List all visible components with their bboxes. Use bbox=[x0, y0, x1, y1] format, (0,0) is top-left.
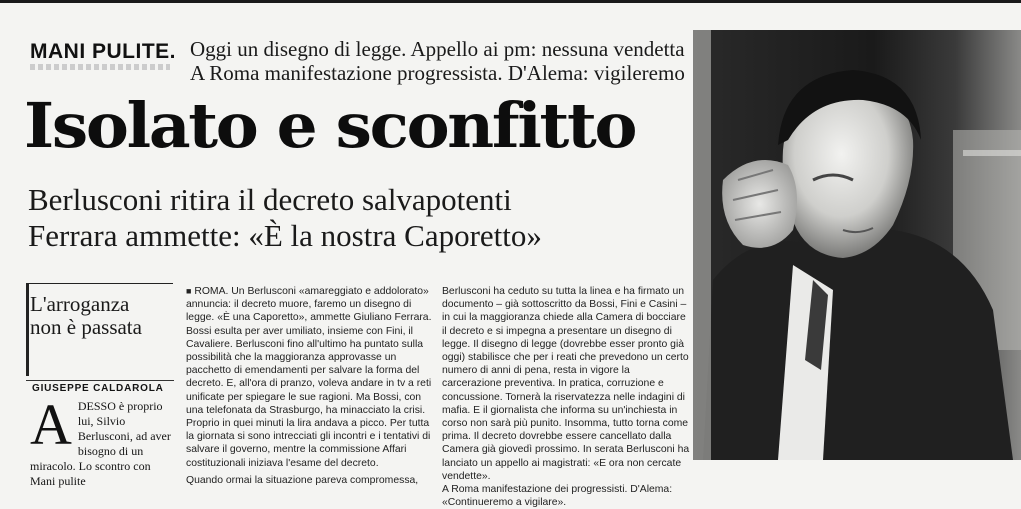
sidebar-title bbox=[30, 293, 142, 339]
dropcap: A bbox=[30, 392, 72, 457]
section-kicker: MANI PULITE. bbox=[30, 40, 176, 63]
news-photo bbox=[693, 30, 1021, 460]
subhead-block bbox=[28, 182, 542, 254]
sidebar-body-text: DESSO è proprio lui, Silvio Berlusconi, ad aver bisogno di un miracolo. Lo scontro con Mani pulite bbox=[30, 399, 171, 488]
article-paragraph-text: ROMA. Un Berlusconi «amareggiato e addolorato» annuncia: il decreto muore, faremo un disegno di legge. «È una Caporetto», ammette Giuliano Ferrara. Bossi esulta per aver umiliato, insieme con Fini, il Cavaliere. Berlusconi fino all'ultimo ha puntato sulla possibilità che la maggioranza approvasse un pacchetto di emendamenti per salvare la forma del decreto. E, all'ora di pranzo, voleva andare in tv a reti unificate per spiegare le sue ragioni. Ma Bossi, con una telefonata da Strasburgo, ha minacciato la crisi. Proprio in quei minuti la lira andava a picco. Per tutta la giornata si sono intrecciati gli incontri e i tentativi di salvare il governo, mentre la commissione Affari costituzionali iniziava l'esame del decreto. bbox=[186, 286, 432, 469]
summary-block bbox=[190, 37, 685, 85]
sidebar-body bbox=[30, 392, 172, 488]
sidebar-title-line-2: non è passata bbox=[30, 315, 142, 339]
top-rule bbox=[0, 0, 1021, 3]
photo-portrait-graphic bbox=[693, 30, 1021, 460]
headline: Isolato e sconfitto bbox=[24, 89, 636, 162]
article-paragraph: Quando ormai la situazione pareva compromessa, bbox=[186, 474, 419, 486]
article-paragraph bbox=[186, 285, 434, 470]
sidebar-title-line-1: L'arroganza bbox=[30, 292, 130, 316]
article-column-2 bbox=[442, 285, 690, 509]
article-paragraph: Berlusconi ha ceduto su tutta la linea e ha firmato un documento – già sottoscritto da Bossi, Fini e Casini – in cui la maggioranza chiede alla Camera di bocciare il decreto e si impegna a presentare un disegno di legge. Il disegno di legge (dovrebbe esser pronto già oggi) stabilisce che per i reati che prevedono un certo numero di anni di pena, resta in vigore la carcerazione preventiva. In pratica, corruzione e concussione. Tornerà la riservatezza nelle indagini di mafia. E il giornalista che informa su un'inchiesta in corso non sarà più punito. Insomma, tutto torna come prima. Il decreto dovrebbe essere cancellato dalla Camera già giovedì prossimo. In serata Berlusconi ha lanciato un appello ai magistrati: «E ora non cercate vendette». bbox=[442, 286, 690, 482]
paragraph-marker: ■ bbox=[186, 286, 192, 296]
summary-line-1: Oggi un disegno di legge. Appello ai pm: nessuna vendetta bbox=[190, 37, 685, 61]
article-paragraph: A Roma manifestazione dei progressisti. D'Alema: «Continueremo a vigilare». bbox=[442, 484, 673, 509]
kicker-underline bbox=[30, 64, 170, 70]
article-column-1 bbox=[186, 285, 434, 486]
byline: GIUSEPPE CALDAROLA bbox=[32, 383, 164, 394]
summary-line-2: A Roma manifestazione progressista. D'Alema: vigileremo bbox=[190, 61, 685, 85]
byline-rule bbox=[26, 380, 174, 381]
subhead-line-1: Berlusconi ritira il decreto salvapotenti bbox=[28, 182, 512, 217]
subhead-line-2: Ferrara ammette: «È la nostra Caporetto» bbox=[28, 218, 542, 253]
